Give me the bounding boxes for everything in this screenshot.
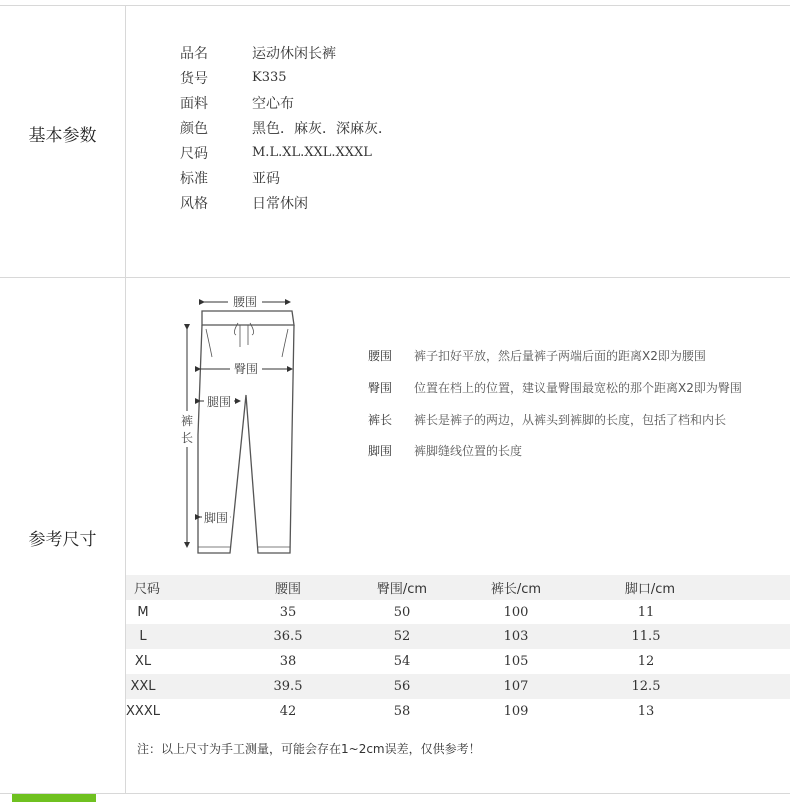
table-row: [126, 699, 790, 724]
cell-length: 103: [503, 629, 529, 644]
param-label: 尺码: [180, 145, 208, 162]
param-row: [180, 115, 392, 140]
cell-hip: 58: [393, 704, 411, 719]
table-header-row: [126, 575, 790, 600]
param-row: [180, 40, 336, 65]
param-value: M.L.XL.XXL.XXXL: [252, 145, 372, 160]
param-row: [180, 140, 372, 165]
cell-size: M: [137, 605, 149, 620]
cell-size: XXL: [130, 679, 156, 694]
cell-cuff: 12.5: [631, 679, 661, 694]
param-label: 货号: [180, 70, 208, 87]
table-row: [126, 649, 790, 674]
cell-cuff: 13: [637, 704, 655, 719]
cell-waist: 42: [279, 704, 297, 719]
bottom-divider: [0, 793, 790, 794]
description-label: 臀围: [368, 380, 393, 395]
length-label-1: 裤: [180, 414, 194, 428]
cell-waist: 36.5: [273, 629, 303, 644]
size-reference-title: 参考尺寸: [28, 530, 97, 550]
table-row: [126, 600, 790, 625]
header-hip: 臀围/cm: [376, 582, 428, 597]
param-label: 标准: [180, 170, 208, 187]
measurement-note: 注：以上尺寸为手工测量，可能会存在1~2cm误差，仅供参考！: [137, 742, 481, 756]
description-row: [368, 439, 522, 461]
cell-size: XXXL: [126, 704, 160, 719]
param-value: 亚码: [252, 170, 280, 187]
cell-cuff: 11.5: [631, 629, 661, 644]
middle-divider: [0, 277, 790, 278]
description-label: 腰围: [368, 348, 393, 363]
description-text: 裤子扣好平放，然后量裤子两端后面的距离X2即为腰围: [414, 348, 706, 363]
description-row: [368, 408, 726, 430]
description-row: [368, 344, 706, 366]
cell-waist: 35: [279, 605, 297, 620]
cell-length: 109: [503, 704, 529, 719]
cell-hip: 50: [393, 605, 411, 620]
basic-params-title: 基本参数: [28, 126, 97, 146]
description-text: 位置在档上的位置，建议量臀围最宽松的那个距离X2即为臀围: [414, 380, 742, 395]
description-label: 脚围: [368, 443, 393, 458]
param-label: 风格: [180, 195, 208, 212]
header-cuff: 脚口/cm: [624, 582, 676, 597]
param-row: [180, 165, 280, 190]
cell-length: 105: [503, 654, 529, 669]
cell-waist: 38: [279, 654, 297, 669]
cell-length: 107: [503, 679, 529, 694]
param-value: K335: [252, 70, 287, 85]
table-row: [126, 624, 790, 649]
cell-waist: 39.5: [273, 679, 303, 694]
description-text: 裤脚缝线位置的长度: [414, 443, 523, 458]
description-row: [368, 376, 742, 398]
param-row: [180, 90, 294, 115]
header-size: 尺码: [133, 582, 160, 597]
cell-size: L: [139, 629, 147, 644]
cell-hip: 54: [393, 654, 411, 669]
cell-size: XL: [134, 654, 152, 669]
thigh-label: 腿围: [206, 395, 232, 409]
cell-hip: 52: [393, 629, 411, 644]
hip-label: 臀围: [233, 362, 259, 376]
param-value: 空心布: [252, 95, 294, 112]
param-value: 日常休闲: [252, 195, 308, 212]
cell-hip: 56: [393, 679, 411, 694]
cell-cuff: 11: [637, 605, 655, 620]
table-row: [126, 674, 790, 699]
accent-bar: [12, 794, 96, 802]
cell-cuff: 12: [637, 654, 655, 669]
cell-length: 100: [503, 605, 529, 620]
param-row: [180, 190, 308, 215]
param-value: 运动休闲长裤: [252, 45, 336, 62]
header-length: 裤长/cm: [490, 582, 542, 597]
pants-measurement-diagram: [170, 285, 320, 560]
length-label-2: 长: [180, 431, 194, 445]
param-label: 品名: [180, 45, 208, 62]
header-waist: 腰围: [274, 582, 301, 597]
cuff-label: 脚围: [203, 511, 229, 525]
top-divider: [0, 5, 790, 6]
param-value: 黑色．麻灰．深麻灰．: [252, 120, 392, 137]
param-label: 颜色: [180, 120, 208, 137]
param-label: 面料: [180, 95, 208, 112]
description-label: 裤长: [368, 412, 393, 427]
param-row: [180, 65, 287, 90]
description-text: 裤长是裤子的两边，从裤头到裤脚的长度，包括了档和内长: [414, 412, 727, 427]
waist-label: 腰围: [232, 295, 258, 309]
